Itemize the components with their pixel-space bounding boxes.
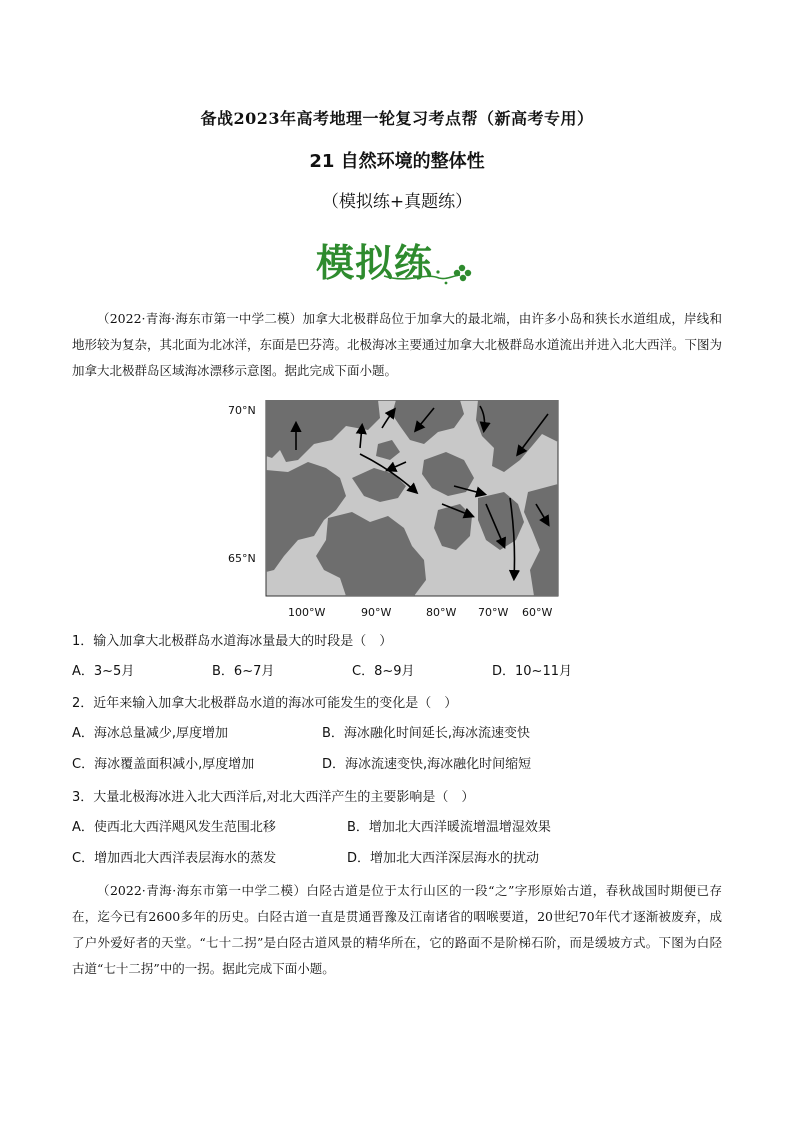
question-3-option-d: D．增加北大西洋深层海水的扰动 [347, 851, 540, 866]
lon-label-100: 100°W [288, 606, 326, 619]
lat-label-65: 65°N [228, 552, 256, 565]
series-title: 备战2023年高考地理一轮复习考点帮（新高考专用） [200, 109, 594, 128]
question-1-option-c: C．8~9月 [352, 664, 415, 679]
topic-title: 21 自然环境的整体性 [309, 151, 485, 172]
question-3-option-a: A．使西北大西洋飓风发生范围北移 [72, 820, 276, 835]
subtitle: （模拟练+真题练） [321, 192, 473, 212]
question-1-option-d: D．10~11月 [492, 664, 572, 679]
question-2-option-b: B．海冰融化时间延长,海冰流速变快 [322, 726, 531, 741]
lon-label-80: 80°W [426, 606, 457, 619]
clover-decoration-icon [314, 232, 480, 288]
passage-1 [72, 306, 722, 384]
lat-label-70: 70°N [228, 404, 256, 417]
question-2-option-c: C．海冰覆盖面积减小,厚度增加 [72, 757, 255, 772]
question-3-option-c: C．增加西北大西洋表层海水的蒸发 [72, 851, 277, 866]
map-graphic [228, 400, 568, 622]
lon-label-90: 90°W [361, 606, 392, 619]
question-2-option-d: D．海冰流速变快,海冰融化时间缩短 [322, 757, 532, 772]
passage-2-text: （2022·青海·海东市第一中学二模）白陉古道是位于太行山区的一段“之”字形原始古道，春秋战国时期便已存在，迄今已有2600多年的历史。白陉古道一直是贯通晋豫及江南诸省的咽喉要道，20世纪70年代才逐渐被废弃，成了户外爱好者的天堂。“七十二拐”是白陉古道风景的精华所在，它的路面不是阶梯石阶，而是缓坡方式。下图为白陉古道“七十二拐”中的一拐。据此完成下面小题。 [72, 883, 722, 976]
lon-label-60: 60°W [522, 606, 553, 619]
question-3-stem: 3．大量北极海冰进入北大西洋后,对北大西洋产生的主要影响是（ ） [72, 790, 475, 805]
question-3-option-b: B．增加北大西洋暖流增温增湿效果 [347, 820, 551, 835]
lon-label-70: 70°W [478, 606, 509, 619]
question-1-option-a: A．3~5月 [72, 664, 135, 679]
passage-2 [72, 878, 722, 982]
question-2-option-a: A．海冰总量减少,厚度增加 [72, 726, 229, 741]
question-2-stem: 2．近年来输入加拿大北极群岛水道的海冰可能发生的变化是（ ） [72, 696, 458, 711]
question-2 [72, 690, 732, 780]
sea-ice-drift-map [228, 400, 568, 622]
passage-1-text: （2022·青海·海东市第一中学二模）加拿大北极群岛位于加拿大的最北端，由许多小岛和狭长水道组成，岸线和地形较为复杂，其北面为北冰洋，东面是巴芬湾。北极海冰主要通过加拿大北极群岛水道流出并进入北大西洋。下图为加拿大北极群岛区域海冰漂移示意图。据此完成下面小题。 [72, 311, 723, 378]
question-1-option-b: B．6~7月 [212, 664, 275, 679]
question-1-stem: 1．输入加拿大北极群岛水道海冰量最大的时段是（ ） [72, 634, 393, 649]
question-3 [72, 784, 732, 874]
section-banner [314, 232, 480, 288]
banner-label: 模拟练 [316, 241, 434, 285]
question-1 [72, 628, 732, 687]
